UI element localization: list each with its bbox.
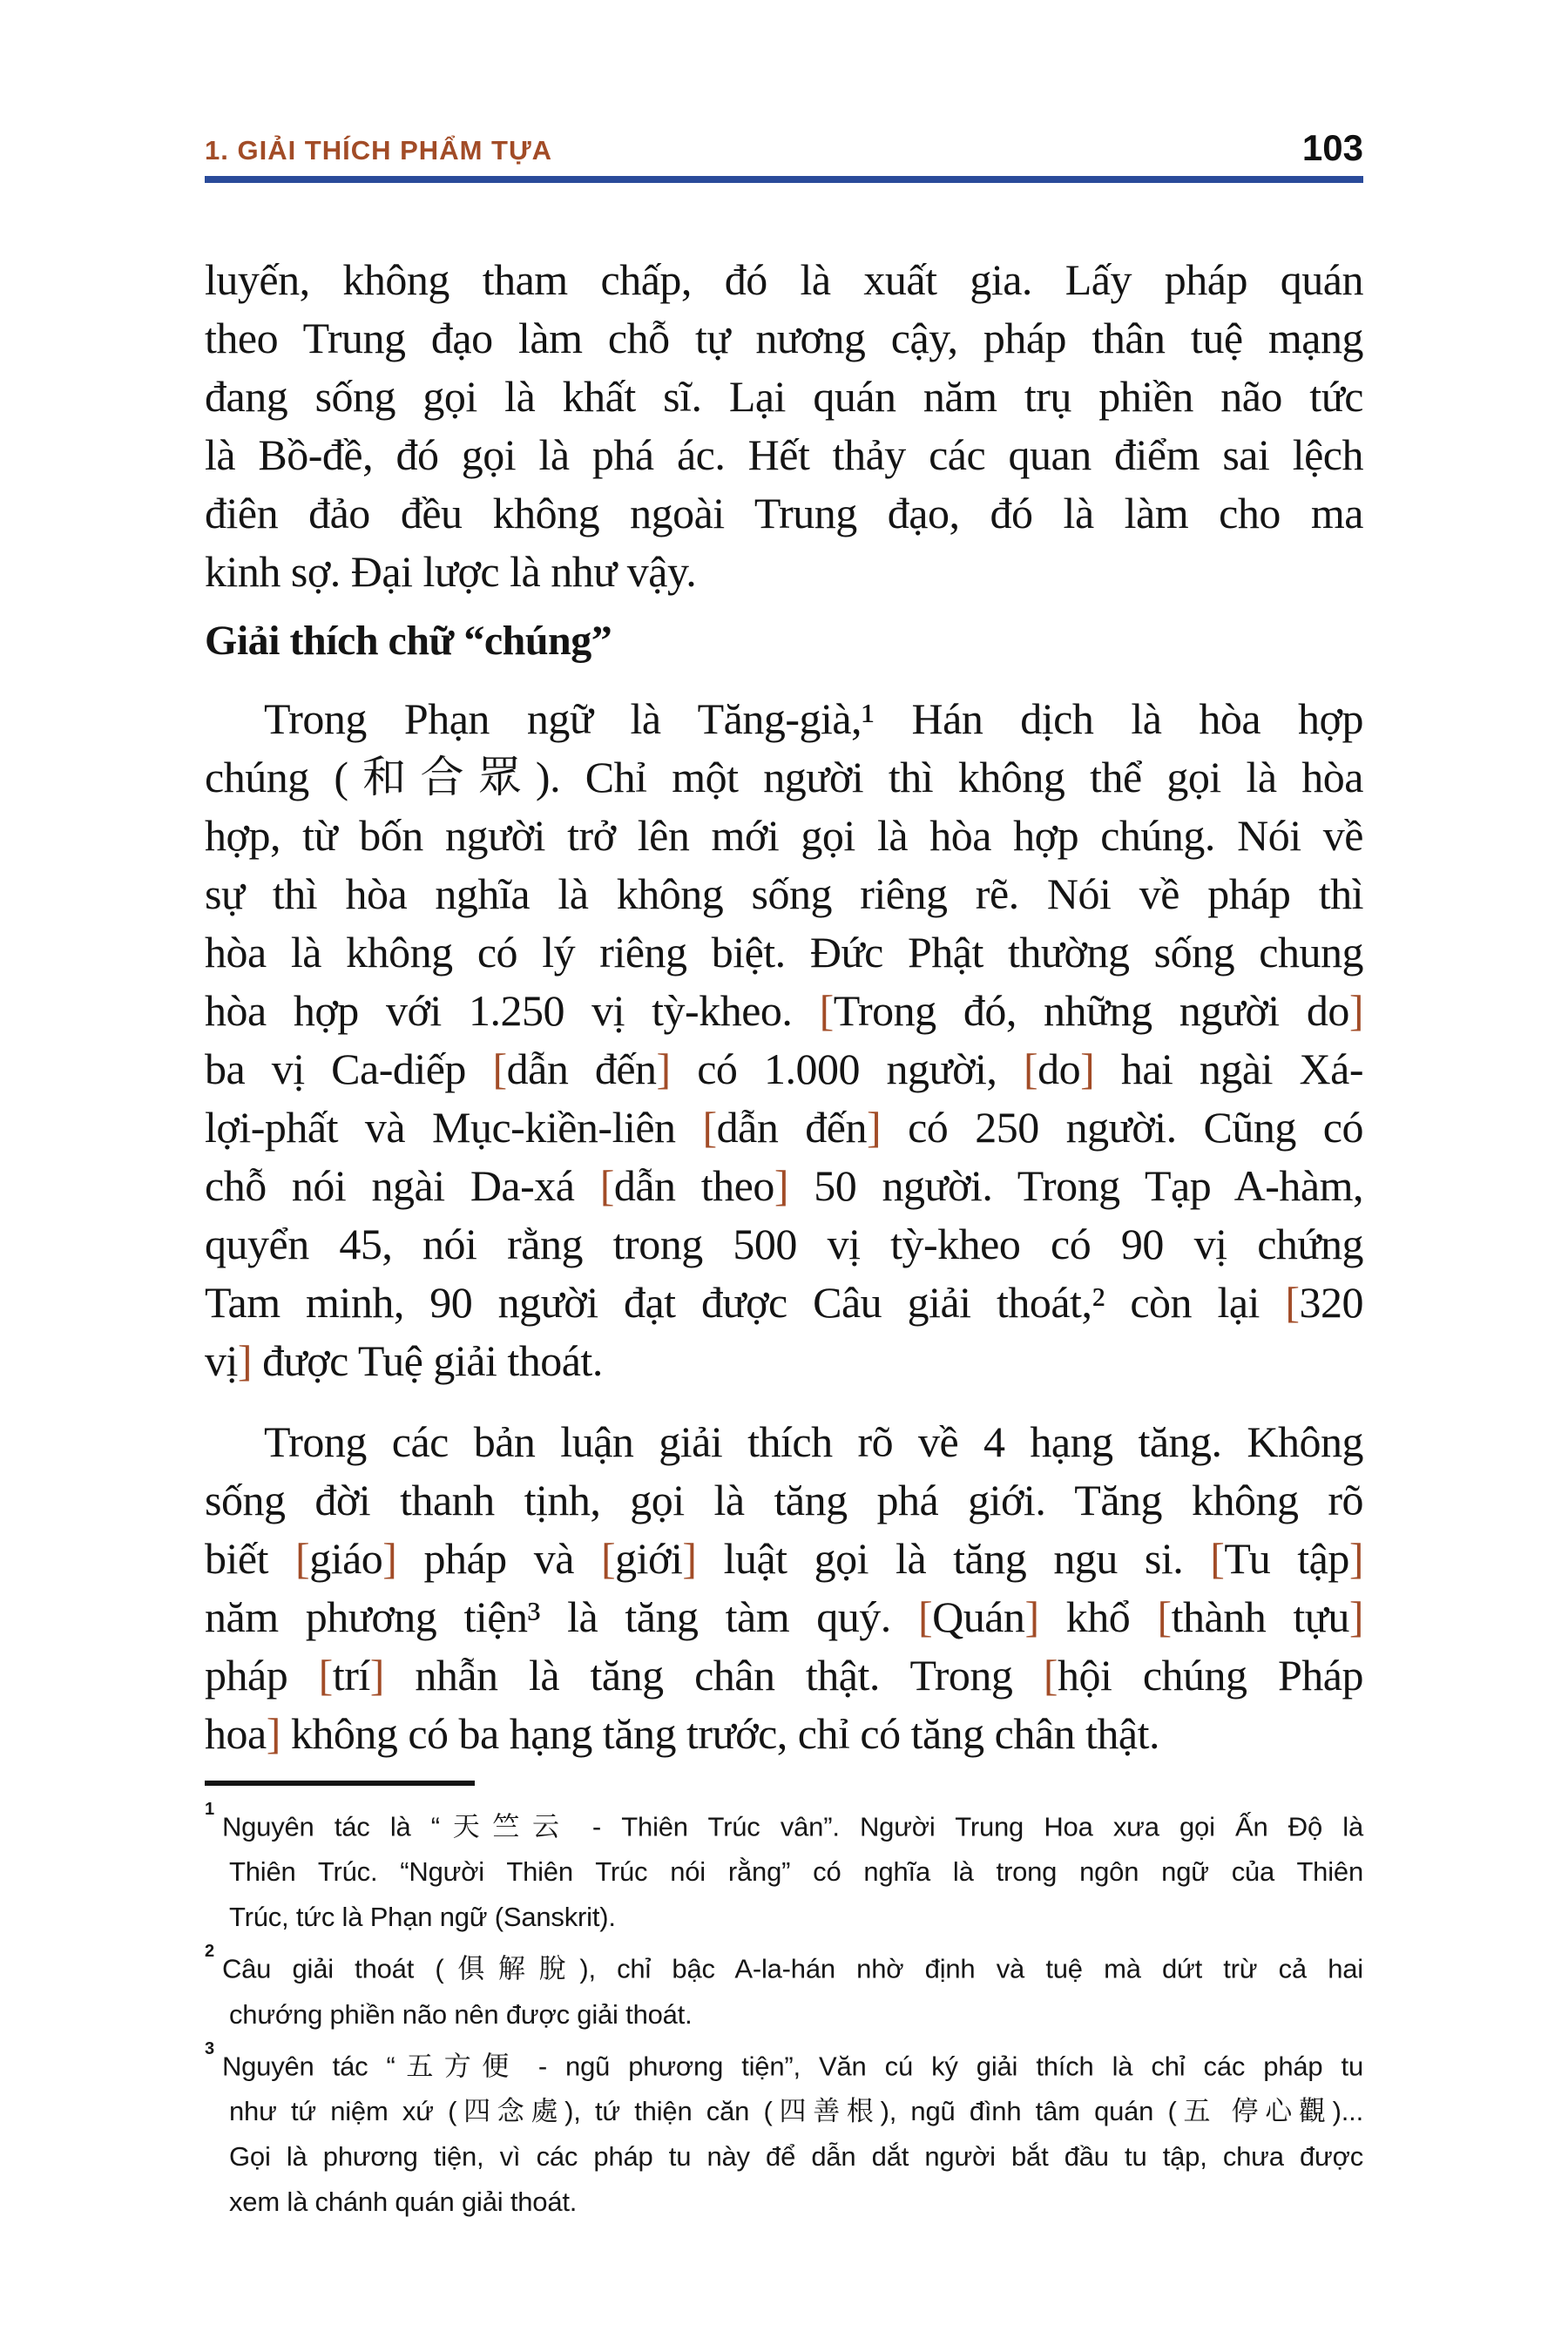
section-heading: Giải thích chữ “chúng” xyxy=(205,617,612,664)
footnote-line: chướng phiền não nên được giải thoát. xyxy=(229,1998,693,2030)
footnote-line: như tứ niệm xứ (四念處), tứ thiện căn (四善根), ngũ đình tâm quán (五 停心觀)... xyxy=(229,2095,1363,2126)
body-line: luyến, không tham chấp, đó là xuất gia. Lấy pháp quán xyxy=(205,254,1363,304)
editorial-bracket: ] xyxy=(656,1044,671,1093)
paragraph xyxy=(205,251,1363,601)
editorial-bracket: [ xyxy=(1210,1533,1225,1583)
footnote-separator xyxy=(205,1781,475,1786)
editorial-bracket: ] xyxy=(682,1533,697,1583)
body-line: ba vị Ca-diếp [dẫn đến] có 1.000 người, [do] hai ngài Xá- xyxy=(205,1044,1363,1093)
editorial-bracket: ] xyxy=(774,1160,789,1210)
body-line: pháp [trí] nhẫn là tăng chân thật. Trong [hội chúng Pháp xyxy=(205,1650,1363,1700)
editorial-bracket: [ xyxy=(917,1592,933,1641)
footnote xyxy=(205,2038,1363,2225)
footnotes xyxy=(205,1798,1363,2225)
body-line: biết [giáo] pháp và [giới] luật gọi là tăng ngu si. [Tu tập] xyxy=(205,1533,1363,1583)
body-line: hòa hợp với 1.250 vị tỳ-kheo. [Trong đó, những người do] xyxy=(205,985,1364,1035)
body-line: hợp, từ bốn người trở lên mới gọi là hòa hợp chúng. Nói về xyxy=(205,810,1363,860)
body-line: năm phương tiện³ là tăng tàm quý. [Quán] khổ [thành tựu] xyxy=(205,1592,1364,1641)
paragraph xyxy=(205,690,1363,1390)
footnote-line: Thiên Trúc. “Người Thiên Trúc nói rằng” có nghĩa là trong ngôn ngữ của Thiên xyxy=(229,1856,1363,1888)
chapter-title: 1. GIẢI THÍCH PHẨM TỰA xyxy=(205,134,553,166)
body-line: Tam minh, 90 người đạt được Câu giải thoát,² còn lại [320 xyxy=(205,1277,1363,1327)
paragraph xyxy=(205,1413,1363,1763)
footnote-line: Gọi là phương tiện, vì các pháp tu này để dẫn dắt người bắt đầu tu tập, chưa được xyxy=(229,2140,1363,2172)
body-line: chỗ nói ngài Da-xá [dẫn theo] 50 người. Trong Tạp A-hàm, xyxy=(205,1160,1363,1210)
footnote-line xyxy=(205,2038,1363,2089)
editorial-bracket: [ xyxy=(295,1533,310,1583)
body-line: lợi-phất và Mục-kiền-liên [dẫn đến] có 250 người. Cũng có xyxy=(205,1102,1363,1152)
footnote-text: Nguyên tác là “天竺云 - Thiên Trúc vân”. Người Trung Hoa xưa gọi Ấn Độ là xyxy=(221,1811,1363,1842)
body-line: theo Trung đạo làm chỗ tự nương cậy, pháp thân tuệ mạng xyxy=(205,313,1363,362)
body-line: đang sống gọi là khất sĩ. Lại quán năm trụ phiền não tức xyxy=(205,371,1363,421)
editorial-bracket: [ xyxy=(819,985,834,1035)
body-line: chúng (和合眾). Chỉ một người thì không thể gọi là hòa xyxy=(205,752,1363,801)
footnote-line: xem là chánh quán giải thoát. xyxy=(229,2186,578,2217)
footnote-text: Câu giải thoát (俱解脫), chỉ bậc A-la-hán nhờ định và tuệ mà dứt trừ cả hai xyxy=(221,1953,1363,1984)
body-line: hoa] không có ba hạng tăng trước, chỉ có tăng chân thật. xyxy=(205,1708,1160,1758)
body-text xyxy=(205,251,1363,1763)
editorial-bracket: ] xyxy=(1348,1592,1364,1641)
editorial-bracket: [ xyxy=(600,1533,616,1583)
footnote-text: Nguyên tác “五方便 - ngũ phương tiện”, Văn cú ký giải thích là chỉ các pháp tu xyxy=(221,2050,1363,2081)
editorial-bracket: ] xyxy=(1080,1044,1095,1093)
editorial-bracket: [ xyxy=(1043,1650,1058,1700)
editorial-bracket: [ xyxy=(1157,1592,1172,1641)
body-line: sống đời thanh tịnh, gọi là tăng phá giới. Tăng không rõ xyxy=(205,1475,1363,1524)
body-line: là Bồ-đề, đó gọi là phá ác. Hết thảy các quan điểm sai lệch xyxy=(205,429,1363,479)
editorial-bracket: [ xyxy=(318,1650,333,1700)
editorial-bracket: ] xyxy=(866,1102,882,1152)
body-line: Trong các bản luận giải thích rõ về 4 hạng tăng. Không xyxy=(264,1416,1363,1466)
body-line: sự thì hòa nghĩa là không sống riêng rẽ. Nói về pháp thì xyxy=(205,868,1363,918)
editorial-bracket: ] xyxy=(1348,985,1364,1035)
editorial-bracket: ] xyxy=(1348,1533,1363,1583)
body-line: vị] được Tuệ giải thoát. xyxy=(205,1335,603,1385)
editorial-bracket: [ xyxy=(492,1044,507,1093)
footnote-marker: 1 xyxy=(205,1799,214,1819)
header-rule xyxy=(205,176,1363,183)
footnote-marker: 2 xyxy=(205,1942,214,1962)
body-line: kinh sợ. Đại lược là như vậy. xyxy=(205,546,697,596)
body-line: hòa là không có lý riêng biệt. Đức Phật thường sống chung xyxy=(205,927,1363,977)
editorial-bracket: ] xyxy=(266,1708,280,1758)
page-number: 103 xyxy=(1301,127,1363,168)
footnote-marker: 3 xyxy=(205,2038,214,2058)
editorial-bracket: ] xyxy=(1024,1592,1039,1641)
footnote-line xyxy=(205,1940,1363,1991)
editorial-bracket: [ xyxy=(1023,1044,1038,1093)
running-header xyxy=(205,127,1363,168)
body-line: điên đảo đều không ngoài Trung đạo, đó là làm cho ma xyxy=(205,488,1363,537)
editorial-bracket: [ xyxy=(599,1160,614,1210)
editorial-bracket: ] xyxy=(369,1650,384,1700)
body-line: quyển 45, nói rằng trong 500 vị tỳ-kheo có 90 vị chứng xyxy=(205,1219,1363,1268)
editorial-bracket: ] xyxy=(237,1335,253,1385)
footnote-line: Trúc, tức là Phạn ngữ (Sanskrit). xyxy=(229,1902,616,1933)
footnote-line xyxy=(205,1798,1363,1849)
footnote xyxy=(205,1798,1363,1940)
editorial-bracket: [ xyxy=(1285,1277,1300,1327)
editorial-bracket: [ xyxy=(702,1102,717,1152)
body-line: Trong Phạn ngữ là Tăng-già,¹ Hán dịch là hòa hợp xyxy=(264,693,1363,743)
editorial-bracket: ] xyxy=(382,1533,397,1583)
footnote xyxy=(205,1940,1363,2037)
